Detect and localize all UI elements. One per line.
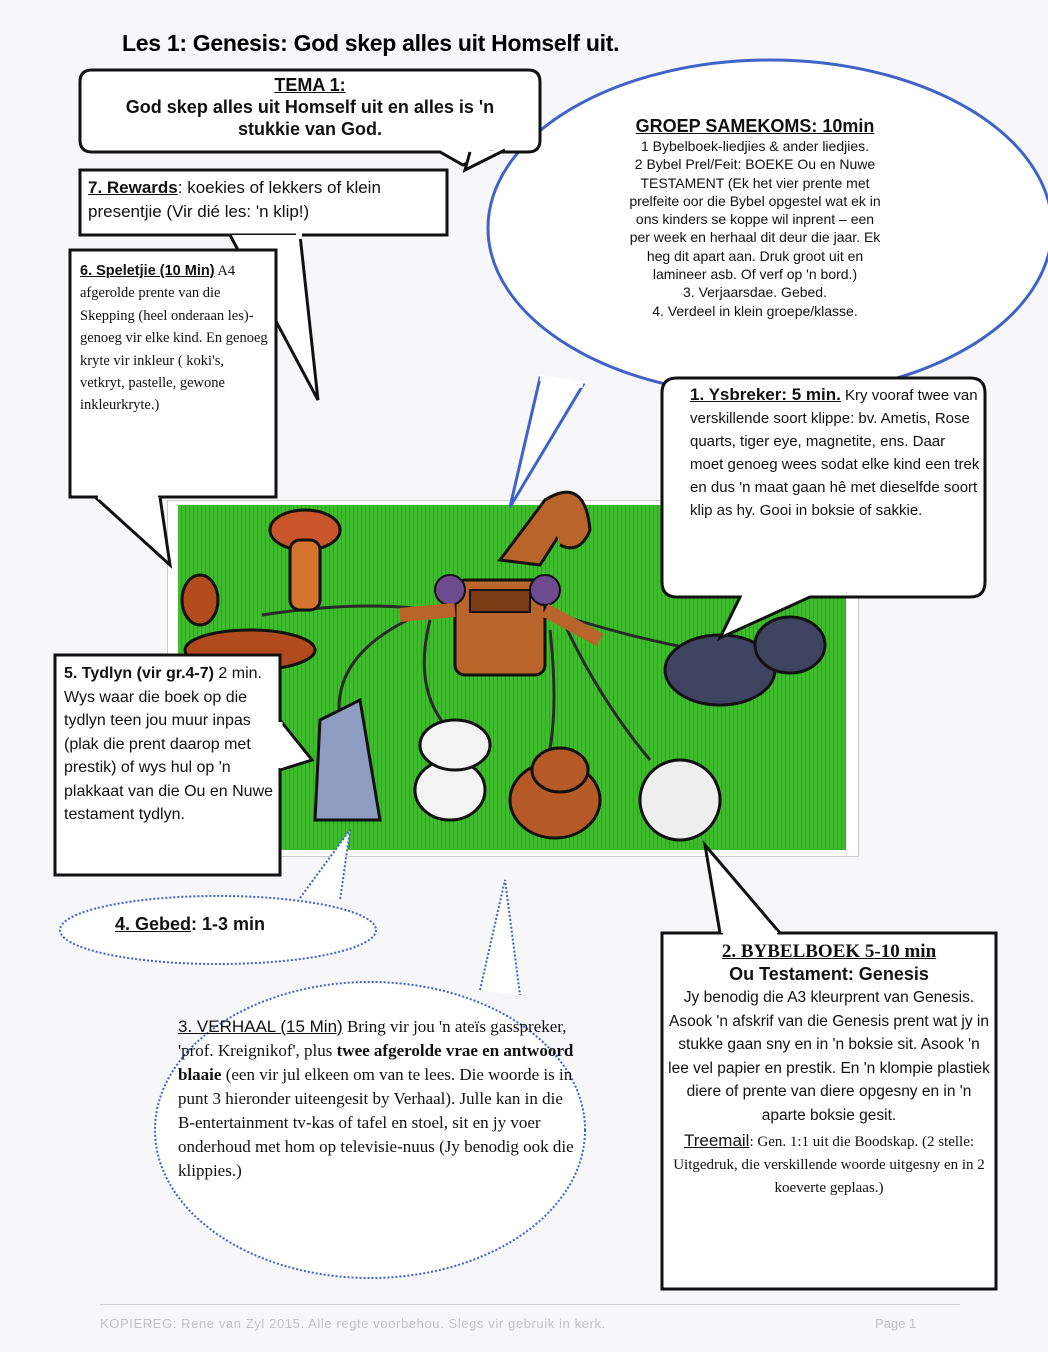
footer-page-number: Page 1 [875, 1316, 917, 1331]
tema-heading: TEMA 1: [274, 75, 346, 95]
tydlyn-text: 2 min. Wys waar die boek op die tydlyn teen jou muur inpas (plak die prent daarop met prestik) of wys hul op 'n plakkaat van die Ou en Nuwe testament tydlyn. [64, 665, 274, 823]
groep-samekoms-callout [560, 115, 950, 320]
treemail-label: Treemail [683, 1131, 750, 1150]
treemail-text: : Gen. 1:1 uit die Boodskap. (2 stelle: Uitgedruk, die verskillende woorde uitgesny en in 2 koeverte geplaas.) [673, 1134, 985, 1196]
ysbreker-label: 1. Ysbreker: 5 min. [690, 385, 841, 404]
groep-line: 3. Verjaarsdae. Gebed. [683, 284, 827, 301]
groep-heading-text: GROEP SAMEKOMS: 10min [635, 116, 875, 136]
ysbreker-text: Kry vooraf twee van verskillende soort klippe: bv. Ametis, Rose quarts, tiger eye, magnetite, ens. Daar moet genoeg wees sodat elke kind een trek en dus 'n maat gaan hê met dieselfde soort klip as hy. Gooi in boksie of sakkie. [690, 387, 980, 519]
bybelboek-heading: 2. BYBELBOEK 5-10 min [721, 941, 937, 962]
verhaal-text-1: Bring vir jou 'n ateïs gasspreker, 'prof. Kreignikof', plus [178, 1017, 567, 1060]
groep-heading [560, 115, 950, 137]
groep-line: ons kinders se koppe wil inprent – een [635, 211, 875, 228]
tydlyn-callout [64, 662, 276, 827]
footer-rule [100, 1304, 960, 1305]
verhaal-text-3: (een vir jul elkeen om van te lees. Die woorde is in punt 3 hieronder uiteengesit by Verhaal). Julle kan in die B-entertainment tv-kas of tafel en stoel, sit en jy voer onderhoud met hom op televisie-nuus (Jy benodig ook die klippies.) [178, 1065, 574, 1180]
gebed-callout [115, 914, 265, 935]
footer-copyright: KOPIEREG: Rene van Zyl 2015. Alle regte voorbehou. Slegs vir gebruik in kerk. [100, 1316, 606, 1331]
verhaal-text-2: twee afgerolde vrae en antwoord blaaie [178, 1041, 574, 1084]
gebed-text: : 1-3 min [191, 914, 266, 934]
page-title: Les 1: Genesis: God skep alles uit Homself uit. [122, 30, 620, 56]
verhaal-label: 3. VERHAAL (15 Min) [178, 1017, 343, 1036]
groep-line: 2 Bybel Prel/Feit: BOEKE Ou en Nuwe [634, 156, 876, 173]
groep-line: TESTAMENT (Ek het vier prente met [640, 174, 870, 191]
rewards-label: 7. Rewards [88, 178, 178, 197]
speletjie-text: A4 afgerolde prente van die Skepping (heel onderaan les)- genoeg vir elke kind. En genoeg kryte vir inkleur ( koki's, vetkryt, pastelle, gewone inkleurkryte.) [80, 263, 268, 414]
speletjie-callout [80, 260, 268, 417]
groep-line: 1 Bybelboek-liedjies & ander liedjies. [640, 138, 870, 154]
groep-line: per week en herhaal dit deur die jaar. Ek [629, 229, 881, 246]
verhaal-callout [178, 1015, 578, 1183]
tema-callout [95, 74, 525, 140]
speletjie-label: 6. Speletjie (10 Min) [80, 263, 215, 279]
bybelboek-sub: Ou Testament: Genesis [729, 964, 929, 984]
groep-lines [560, 137, 950, 320]
rewards-text: : koekies of lekkers of klein presentjie (Vir dié les: 'n klip!) [88, 178, 381, 221]
tydlyn-label: 5. Tydlyn (vir gr.4-7) [64, 665, 214, 682]
groep-line: 4. Verdeel in klein groepe/klasse. [652, 302, 858, 319]
gebed-label: 4. Gebed [115, 914, 192, 934]
groep-line: heg dit apart aan. Druk groot uit en [646, 247, 864, 264]
treemail-block [668, 1129, 990, 1200]
bybelboek-callout [668, 940, 990, 1200]
tema-text: God skep alles uit Homself uit en alles is 'n stukkie van God. [125, 97, 495, 139]
groep-line: prelfeite oor die Bybel opgestel wat ek in [629, 192, 881, 209]
ysbreker-callout [690, 383, 982, 522]
groep-line: lamineer asb. Of verf op 'n bord.) [652, 266, 858, 283]
bybelboek-text: Jy benodig die A3 kleurprent van Genesis. Asook 'n afskrif van die Genesis prent wat jy in stukke gaan sny en in 'n boksie sit. Asook 'n lee vel papier en prestik. En 'n klompie plastiek diere of prente van diere opgesny en in 'n aparte boksie gesit. [668, 989, 990, 1124]
rewards-callout [88, 176, 440, 224]
